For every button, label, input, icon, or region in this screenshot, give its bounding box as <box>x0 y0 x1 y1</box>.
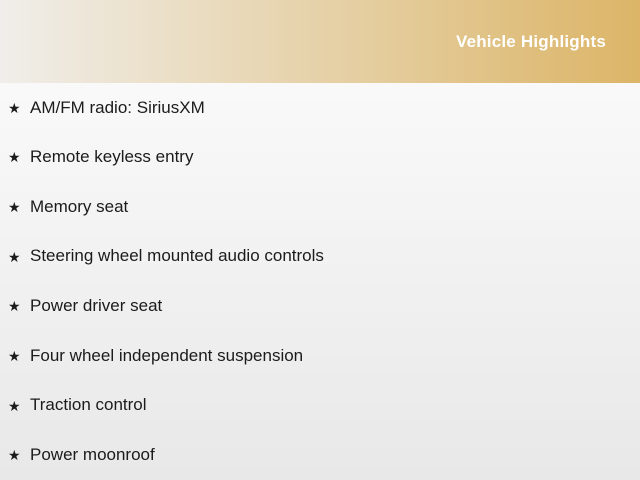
star-icon: ★ <box>8 298 21 315</box>
feature-label: Traction control <box>30 395 147 415</box>
star-icon: ★ <box>8 248 21 265</box>
star-icon: ★ <box>8 397 21 414</box>
feature-label: Remote keyless entry <box>30 147 194 167</box>
feature-list <box>0 83 640 480</box>
star-icon: ★ <box>8 99 21 116</box>
list-item <box>0 430 640 480</box>
list-item <box>0 282 640 332</box>
star-icon: ★ <box>8 447 21 464</box>
feature-label: Power moonroof <box>30 444 155 464</box>
page-title: Vehicle Highlights <box>455 31 606 51</box>
star-icon: ★ <box>8 347 21 364</box>
list-item <box>0 381 640 431</box>
list-item <box>0 182 640 232</box>
feature-label: Memory seat <box>30 196 129 216</box>
feature-label: AM/FM radio: SiriusXM <box>30 97 205 117</box>
list-item <box>0 83 640 133</box>
list-item <box>0 331 640 381</box>
star-icon: ★ <box>8 199 21 216</box>
feature-label: Steering wheel mounted audio controls <box>30 246 324 266</box>
list-item <box>0 133 640 183</box>
feature-label: Four wheel independent suspension <box>30 345 304 365</box>
star-icon: ★ <box>8 149 21 166</box>
list-item <box>0 232 640 282</box>
feature-label: Power driver seat <box>30 296 163 316</box>
header-banner <box>0 0 640 83</box>
